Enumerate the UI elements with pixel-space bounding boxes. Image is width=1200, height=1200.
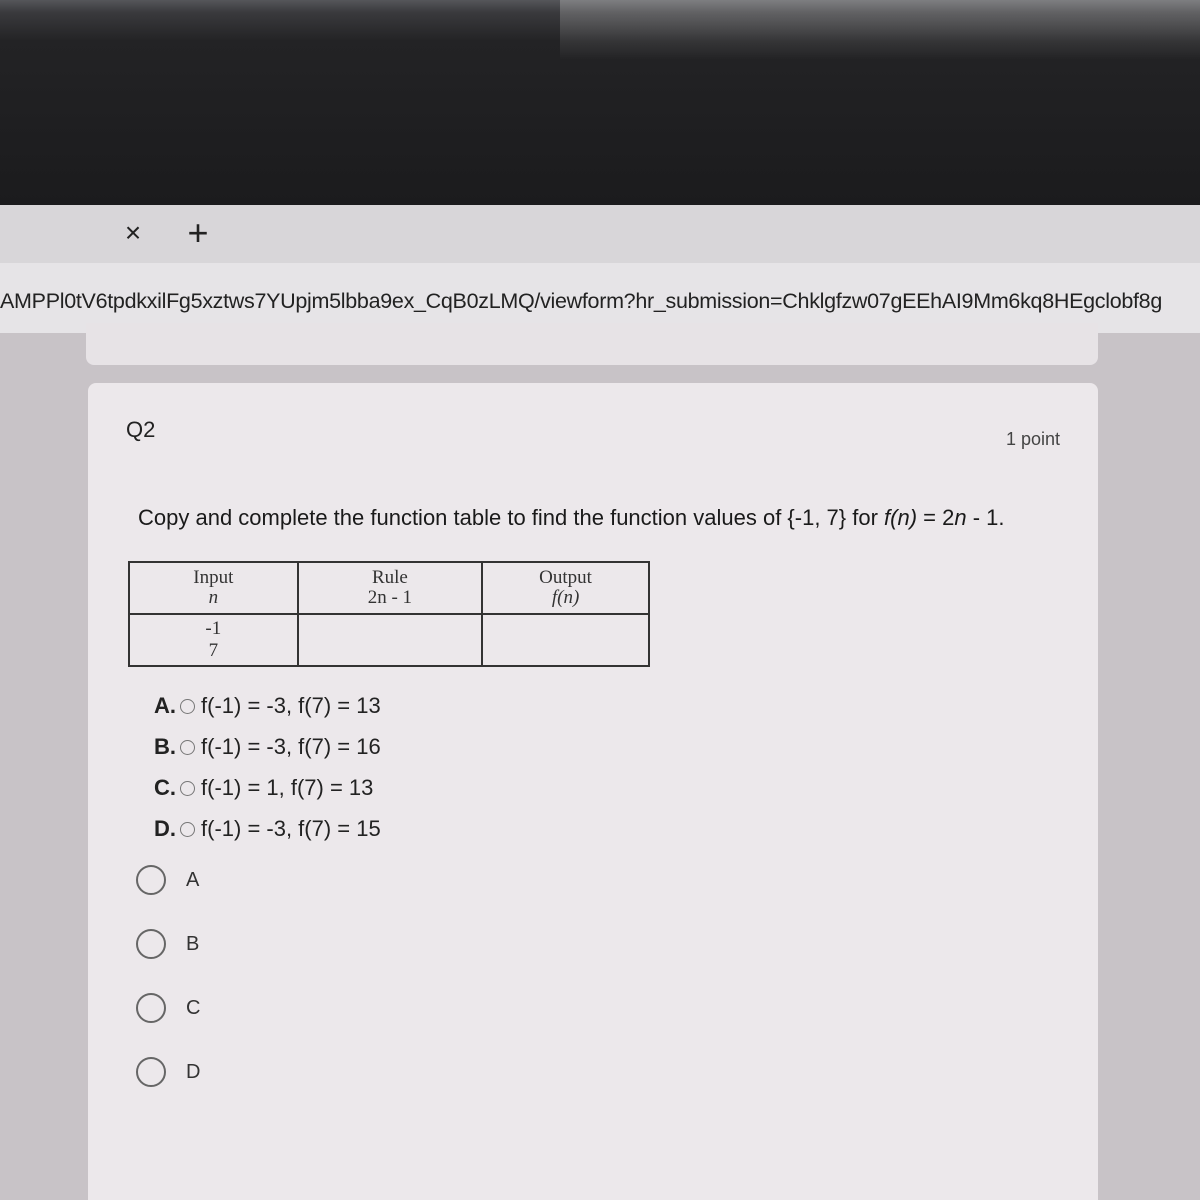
input-value: -1 <box>205 618 222 639</box>
choice-b <box>154 726 654 767</box>
input-value: 7 <box>208 640 219 661</box>
choice-letter: D. <box>154 816 176 841</box>
prompt-text-start: Copy and complete the function table to find the function values of {-1, 7} for <box>138 505 885 530</box>
radio-icon <box>180 740 195 755</box>
table-header-row <box>129 562 649 614</box>
option-label[interactable]: A <box>186 869 200 891</box>
prompt-function: f(n) <box>884 505 918 530</box>
choice-a <box>154 685 654 726</box>
option-label[interactable]: B <box>186 933 200 955</box>
option-b[interactable] <box>136 917 436 981</box>
choice-letter: B. <box>154 734 176 759</box>
choice-d <box>154 808 654 849</box>
choice-c <box>154 767 654 808</box>
radio-icon <box>180 822 195 837</box>
monitor-bezel <box>0 0 1200 205</box>
choice-letter: C. <box>154 775 176 800</box>
tab-close-icon[interactable]: × <box>124 217 142 248</box>
choice-text: f(-1) = -3, f(7) = 13 <box>201 693 381 718</box>
radio-button-icon[interactable] <box>136 865 166 895</box>
output-cell <box>482 614 649 666</box>
prompt-text-mid: = 2 <box>917 505 955 530</box>
choice-letter: A. <box>154 693 176 718</box>
header-input-title: Input <box>193 567 234 588</box>
screen-glare <box>560 0 1200 60</box>
question-prompt <box>138 505 1005 531</box>
radio-button-icon[interactable] <box>136 929 166 959</box>
prompt-text-end: - 1. <box>966 505 1005 530</box>
question-points: 1 point <box>1006 429 1061 449</box>
previous-question-card <box>86 323 1098 365</box>
radio-icon <box>180 699 195 714</box>
choice-text: f(-1) = -3, f(7) = 15 <box>201 816 381 841</box>
browser-screen <box>0 205 1200 1200</box>
header-output <box>482 562 649 614</box>
radio-button-icon[interactable] <box>136 1057 166 1087</box>
option-label[interactable]: C <box>186 997 201 1019</box>
header-rule <box>298 562 482 614</box>
new-tab-icon[interactable]: + <box>187 212 209 253</box>
prompt-variable: n <box>954 505 967 530</box>
option-a[interactable] <box>136 853 436 917</box>
answer-options <box>136 853 436 1109</box>
header-output-title: Output <box>539 567 592 588</box>
question-card <box>88 383 1098 1200</box>
header-input-var: n <box>208 587 219 608</box>
choice-text: f(-1) = -3, f(7) = 16 <box>201 734 381 759</box>
table-row <box>129 614 649 666</box>
header-input <box>129 562 298 614</box>
form-page <box>0 333 1200 1200</box>
header-rule-title: Rule <box>371 567 408 588</box>
tab-strip <box>0 205 1200 263</box>
choice-text: f(-1) = 1, f(7) = 13 <box>201 775 374 800</box>
option-label[interactable]: D <box>186 1061 201 1083</box>
option-d[interactable] <box>136 1045 436 1109</box>
option-c[interactable] <box>136 981 436 1045</box>
input-cell <box>129 614 298 666</box>
radio-icon <box>180 781 195 796</box>
function-table <box>128 561 650 667</box>
radio-button-icon[interactable] <box>136 993 166 1023</box>
question-number: Q2 <box>126 417 156 442</box>
header-output-func: f(n) <box>551 587 580 608</box>
header-rule-expr: 2n - 1 <box>367 587 413 608</box>
url-text[interactable]: AMPPl0tV6tpdkxilFg5xztws7YUpjm5lbba9ex_CqB0zLMQ/viewform?hr_submission=Chklgfzw07gEEhAI9Mm6kq8HEgclobf8g <box>0 289 1162 313</box>
rule-cell <box>298 614 482 666</box>
answer-choices-text <box>154 685 654 849</box>
